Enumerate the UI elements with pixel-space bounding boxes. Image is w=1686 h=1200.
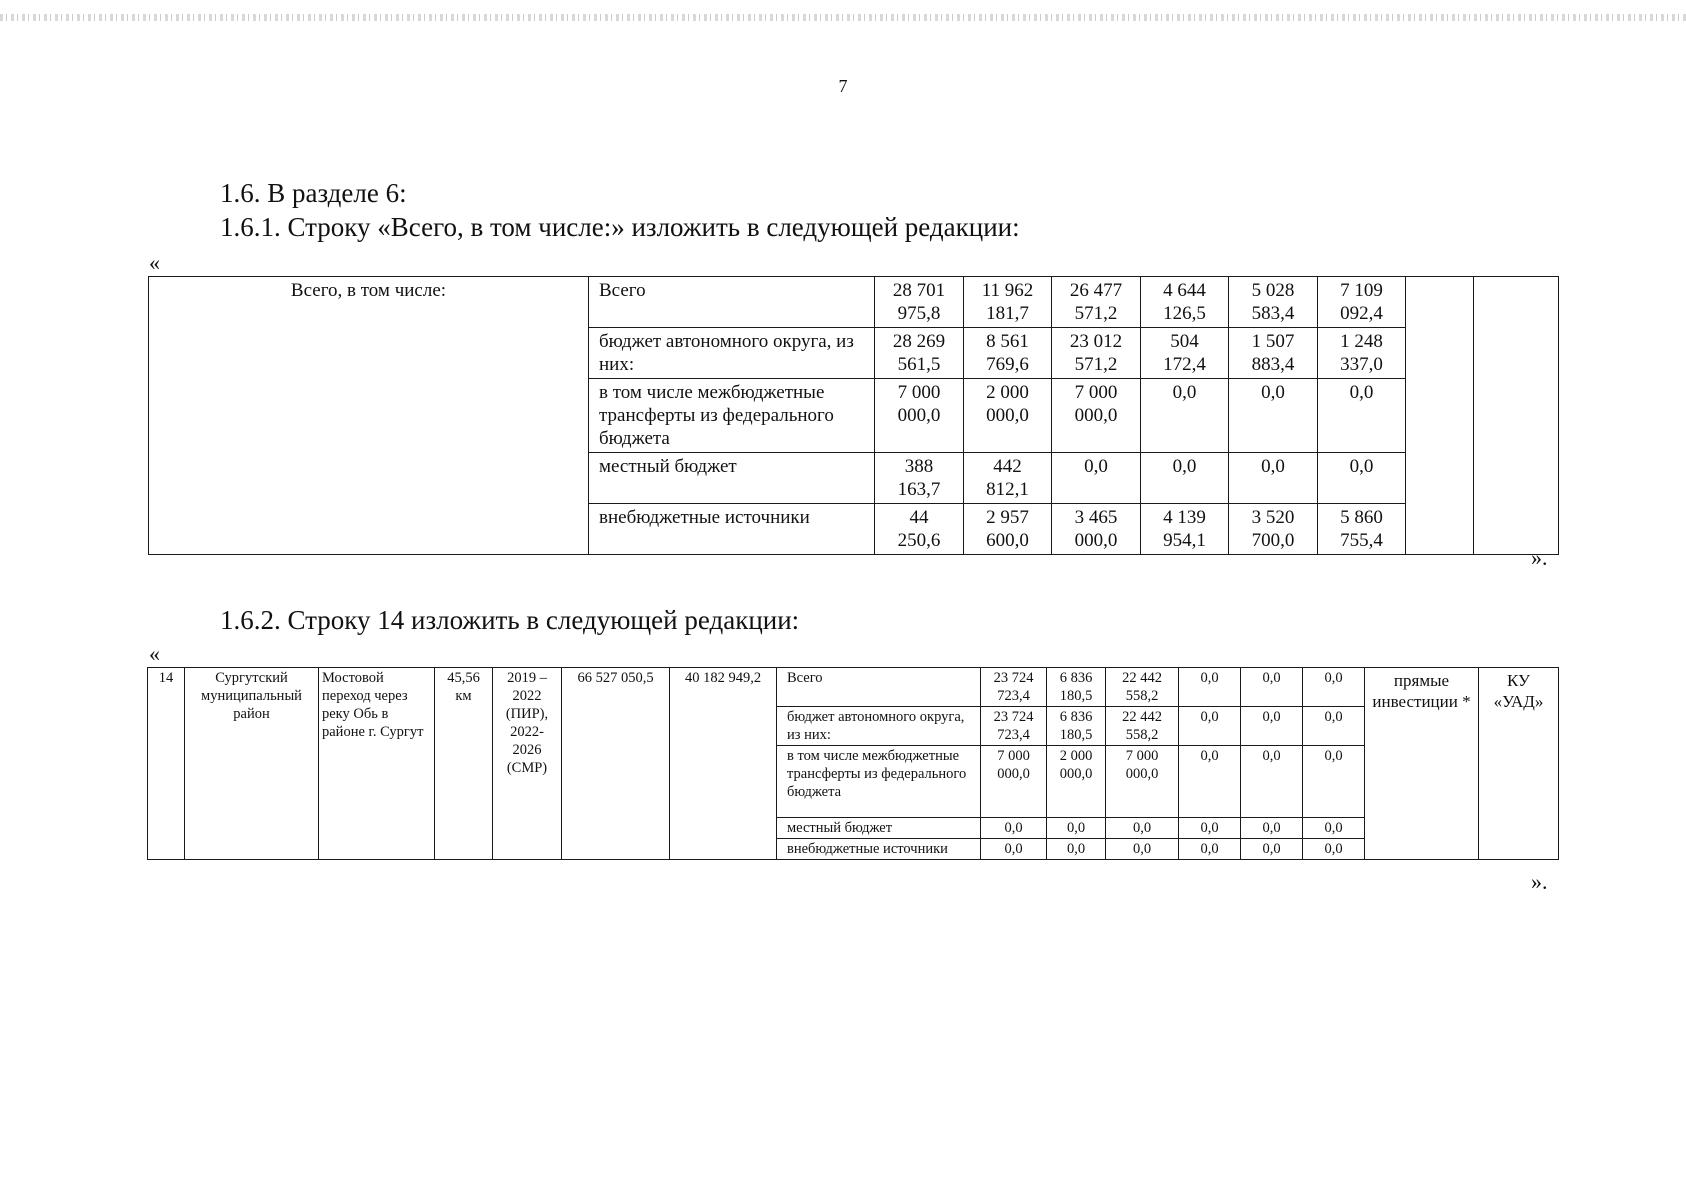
year-value	[1303, 818, 1365, 839]
value-line: 571,2	[1074, 303, 1118, 324]
year-value	[1229, 328, 1318, 379]
year-value	[1241, 668, 1303, 707]
year-value	[1141, 328, 1229, 379]
year-value	[1106, 839, 1179, 860]
value-line: 0,0	[1132, 841, 1152, 857]
value-line: 000,0	[997, 766, 1030, 782]
year-value	[1047, 818, 1106, 839]
year-value	[1229, 453, 1318, 504]
value-line: 000,0	[986, 405, 1029, 426]
close-quote-1: ».	[1531, 545, 1548, 570]
year-value	[1141, 379, 1229, 453]
value-line: 44	[909, 507, 929, 528]
value-line: 700,0	[1251, 530, 1295, 551]
value-line: 0,0	[1261, 382, 1285, 403]
value-line: 250,6	[897, 530, 941, 551]
value-line: 0,0	[1066, 841, 1086, 857]
totals-table	[148, 276, 1559, 555]
year-value	[981, 707, 1047, 746]
year-value	[1052, 277, 1141, 328]
value-line: 000,0	[1125, 766, 1159, 782]
value-line: 000,0	[897, 405, 941, 426]
year-value	[1241, 839, 1303, 860]
year-value	[1052, 328, 1141, 379]
value-line: 7 000	[897, 382, 941, 403]
value-line: 561,5	[897, 354, 941, 375]
year-value	[1318, 504, 1406, 555]
value-line: 0,0	[1261, 456, 1285, 477]
funding-source: Всего	[777, 668, 981, 707]
year-value	[1047, 746, 1106, 818]
value-line: 558,2	[1125, 727, 1159, 743]
year-value	[1052, 453, 1141, 504]
value-line: 0,0	[1200, 670, 1219, 686]
value-line: 0,0	[1084, 456, 1108, 477]
year-value	[875, 277, 964, 328]
value-line: 4 644	[1163, 280, 1206, 301]
funding-source: местный бюджет	[777, 818, 981, 839]
value-line: 7 000	[1125, 748, 1159, 764]
value-line: 0,0	[1200, 709, 1219, 725]
value-line: 0,0	[1200, 748, 1219, 764]
year-value	[1141, 504, 1229, 555]
year-value	[1318, 453, 1406, 504]
value-line: 4 139	[1163, 507, 1206, 528]
value-line: 0,0	[1172, 456, 1197, 477]
value-line: 388	[904, 456, 934, 477]
value-line: 23 724	[993, 709, 1034, 725]
value-line: 8 561	[986, 331, 1029, 352]
year-value	[875, 453, 964, 504]
funding-source: Всего	[589, 277, 875, 328]
value-line: 812,1	[986, 479, 1029, 500]
year-value	[1303, 668, 1365, 707]
value-line: 23 012	[1069, 331, 1123, 352]
year-value	[1141, 277, 1229, 328]
value-line: 092,4	[1340, 303, 1383, 324]
year-value	[1179, 839, 1241, 860]
value-line: 0,0	[1324, 748, 1343, 764]
year-value	[1047, 668, 1106, 707]
value-line: 0,0	[1004, 820, 1023, 836]
scan-edge-artifact	[0, 14, 1686, 21]
row-14-table	[147, 667, 1559, 860]
year-value	[1179, 818, 1241, 839]
value-line: 180,5	[1059, 727, 1093, 743]
value-line: 723,4	[997, 727, 1030, 743]
value-line: 0,0	[1004, 841, 1023, 857]
value-line: 3 520	[1251, 507, 1295, 528]
value-line: 0,0	[1349, 382, 1374, 403]
year-value	[875, 328, 964, 379]
year-value	[1229, 379, 1318, 453]
value-line: 6 836	[1059, 709, 1093, 725]
year-value	[964, 453, 1052, 504]
year-value	[875, 504, 964, 555]
value-line: 5 028	[1251, 280, 1295, 301]
value-line: 163,7	[897, 479, 941, 500]
value-line: 7 000	[1074, 382, 1118, 403]
year-value	[1303, 839, 1365, 860]
funding-source: бюджет автономного округа, из них:	[777, 707, 981, 746]
page-number: 7	[838, 76, 848, 96]
year-value	[1179, 707, 1241, 746]
table-row	[148, 668, 1559, 707]
funding-source: в том числе межбюджетные трансферты из федерального бюджета	[777, 746, 981, 818]
year-value	[1106, 707, 1179, 746]
investment-type: прямые инвестиции *	[1365, 668, 1479, 860]
value-line: 22 442	[1122, 709, 1162, 725]
value-line: 0,0	[1324, 820, 1343, 836]
responsible-org: КУ «УАД»	[1479, 668, 1559, 860]
value-line: 0,0	[1324, 709, 1343, 725]
totals-label: Всего, в том числе:	[149, 277, 589, 555]
year-value	[981, 818, 1047, 839]
value-line: 442	[993, 456, 1022, 477]
value-line: 000,0	[1074, 530, 1118, 551]
value-line: 0,0	[1262, 820, 1281, 836]
value-line: 28 701	[892, 280, 946, 301]
year-value	[1106, 668, 1179, 707]
year-value	[1047, 707, 1106, 746]
year-value	[981, 839, 1047, 860]
value-line: 0,0	[1172, 382, 1197, 403]
value-line: 2 000	[1059, 748, 1093, 764]
year-value	[1179, 668, 1241, 707]
year-value	[1229, 504, 1318, 555]
value-line: 172,4	[1163, 354, 1206, 375]
value-line: 0,0	[1262, 709, 1281, 725]
subsection-heading-1: 1.6.1. Строку «Всего, в том числе:» изложить в следующей редакции:	[220, 212, 1020, 242]
year-value	[1241, 707, 1303, 746]
value-line: 558,2	[1125, 688, 1159, 704]
value-line: 28 269	[892, 331, 946, 352]
year-value	[981, 668, 1047, 707]
year-value	[1318, 328, 1406, 379]
value-line: 0,0	[1324, 841, 1343, 857]
year-value	[1241, 818, 1303, 839]
value-line: 337,0	[1340, 354, 1383, 375]
value-line: 0,0	[1132, 820, 1152, 836]
funding-source: бюджет автономного округа, из них:	[589, 328, 875, 379]
value-line: 000,0	[1059, 766, 1093, 782]
value-line: 0,0	[1324, 670, 1343, 686]
value-line: 0,0	[1262, 841, 1281, 857]
year-value	[875, 379, 964, 453]
funding-source: внебюджетные источники	[777, 839, 981, 860]
object-name: Мостовой переход через реку Обь в районе г. Сургут	[319, 668, 435, 860]
value-line: 0,0	[1262, 670, 1281, 686]
year-value	[964, 328, 1052, 379]
value-line: 975,8	[897, 303, 941, 324]
funding-source: внебюджетные источники	[589, 504, 875, 555]
estimated-cost: 66 527 050,5	[562, 668, 670, 860]
funding-source: в том числе межбюджетные трансферты из федерального бюджета	[589, 379, 875, 453]
empty-cell	[1474, 277, 1559, 555]
value-line: 755,4	[1340, 530, 1383, 551]
year-value	[1052, 379, 1141, 453]
value-line: 883,4	[1251, 354, 1295, 375]
year-value	[964, 379, 1052, 453]
year-value	[964, 277, 1052, 328]
open-quote-2: «	[149, 641, 160, 666]
value-line: 22 442	[1122, 670, 1162, 686]
year-value	[964, 504, 1052, 555]
year-value	[1229, 277, 1318, 328]
year-value	[1318, 379, 1406, 453]
funding-source: местный бюджет	[589, 453, 875, 504]
value-line: 504	[1170, 331, 1199, 352]
value-line: 954,1	[1163, 530, 1206, 551]
district-name: Сургутский муниципальный район	[185, 668, 319, 860]
year-value	[1047, 839, 1106, 860]
close-quote-2: ».	[1531, 869, 1548, 894]
value-line: 600,0	[986, 530, 1029, 551]
object-length: 45,56 км	[435, 668, 493, 860]
year-value	[1052, 504, 1141, 555]
value-line: 126,5	[1163, 303, 1206, 324]
year-value	[1106, 818, 1179, 839]
value-line: 1 507	[1251, 331, 1295, 352]
year-value	[1141, 453, 1229, 504]
value-line: 0,0	[1200, 841, 1219, 857]
value-line: 6 836	[1059, 670, 1093, 686]
value-line: 181,7	[986, 303, 1029, 324]
value-line: 583,4	[1251, 303, 1295, 324]
year-value	[1241, 746, 1303, 818]
row-number: 14	[148, 668, 185, 860]
value-line: 769,6	[986, 354, 1029, 375]
year-value	[1303, 707, 1365, 746]
table-row	[149, 277, 1559, 328]
year-value	[1303, 746, 1365, 818]
value-line: 11 962	[981, 280, 1034, 301]
value-line: 000,0	[1074, 405, 1118, 426]
value-line: 1 248	[1340, 331, 1383, 352]
value-line: 7 000	[997, 748, 1030, 764]
empty-cell	[1406, 277, 1474, 555]
value-line: 3 465	[1074, 507, 1118, 528]
value-line: 723,4	[997, 688, 1030, 704]
section-heading: 1.6. В разделе 6:	[220, 178, 407, 208]
year-value	[1106, 746, 1179, 818]
subsection-heading-2: 1.6.2. Строку 14 изложить в следующей редакции:	[220, 605, 800, 635]
remaining-cost: 40 182 949,2	[670, 668, 777, 860]
construction-years: 2019 – 2022 (ПИР), 2022-2026 (СМР)	[493, 668, 562, 860]
value-line: 180,5	[1059, 688, 1093, 704]
value-line: 2 000	[986, 382, 1029, 403]
value-line: 571,2	[1074, 354, 1118, 375]
year-value	[1179, 746, 1241, 818]
year-value	[1318, 277, 1406, 328]
value-line: 5 860	[1340, 507, 1383, 528]
value-line: 2 957	[986, 507, 1029, 528]
open-quote-1: «	[149, 250, 160, 275]
value-line: 7 109	[1340, 280, 1383, 301]
value-line: 0,0	[1349, 456, 1374, 477]
value-line: 26 477	[1069, 280, 1123, 301]
value-line: 0,0	[1200, 820, 1219, 836]
value-line: 0,0	[1262, 748, 1281, 764]
value-line: 23 724	[993, 670, 1034, 686]
year-value	[981, 746, 1047, 818]
value-line: 0,0	[1066, 820, 1086, 836]
